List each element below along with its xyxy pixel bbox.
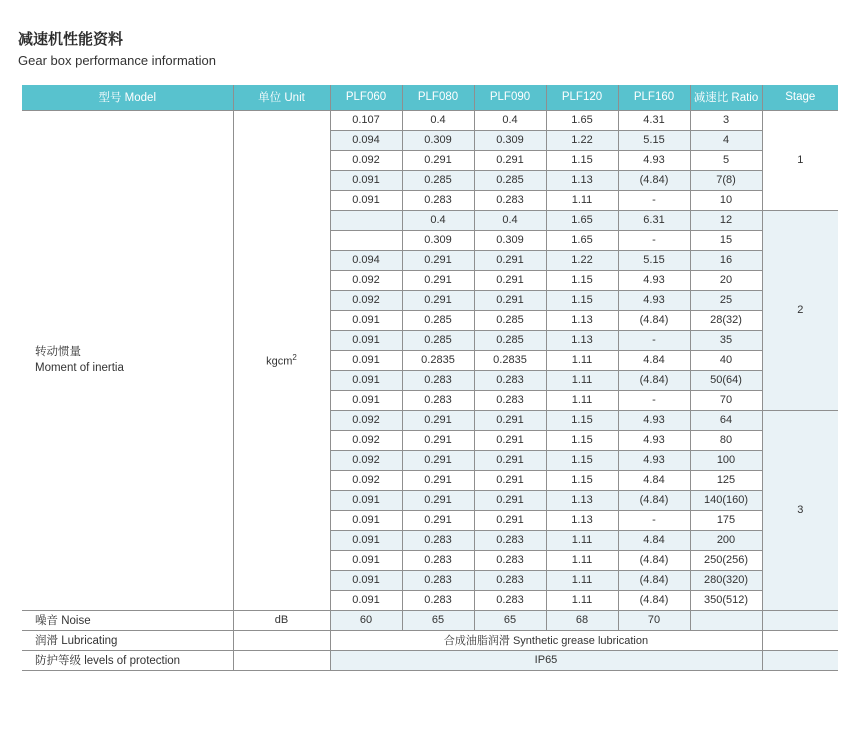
inertia-value-plf060: 0.091 <box>330 190 402 210</box>
inertia-value-plf160: 4.93 <box>618 430 690 450</box>
inertia-value-plf090: 0.291 <box>474 430 546 450</box>
inertia-value-plf120: 1.65 <box>546 110 618 130</box>
inertia-value-plf080: 0.283 <box>402 370 474 390</box>
inertia-value-plf060: 0.091 <box>330 310 402 330</box>
inertia-value-plf090: 0.309 <box>474 230 546 250</box>
noise-value-plf090: 65 <box>474 610 546 630</box>
inertia-value-plf120: 1.11 <box>546 530 618 550</box>
protection-stage-empty-cell <box>762 650 838 670</box>
inertia-value-plf060: 0.094 <box>330 130 402 150</box>
inertia-value-ratio: 3 <box>690 110 762 130</box>
lubricating-value: 合成油脂润滑 Synthetic grease lubrication <box>330 630 762 650</box>
inertia-value-plf120: 1.11 <box>546 350 618 370</box>
inertia-value-plf060: 0.092 <box>330 290 402 310</box>
inertia-value-ratio: 4 <box>690 130 762 150</box>
inertia-value-plf120: 1.13 <box>546 330 618 350</box>
inertia-value-plf160: - <box>618 330 690 350</box>
inertia-value-plf160: 4.93 <box>618 150 690 170</box>
inertia-value-plf080: 0.291 <box>402 270 474 290</box>
inertia-value-plf060: 0.094 <box>330 250 402 270</box>
inertia-value-plf090: 0.291 <box>474 250 546 270</box>
inertia-value-ratio: 15 <box>690 230 762 250</box>
protection-label: 防护等级 levels of protection <box>22 650 233 670</box>
inertia-value-plf060: 0.107 <box>330 110 402 130</box>
inertia-value-plf090: 0.4 <box>474 210 546 230</box>
inertia-value-plf080: 0.283 <box>402 390 474 410</box>
col-header-plf090: PLF090 <box>474 85 546 110</box>
inertia-value-plf080: 0.283 <box>402 190 474 210</box>
noise-value-plf080: 65 <box>402 610 474 630</box>
inertia-value-plf090: 0.283 <box>474 590 546 610</box>
inertia-value-plf090: 0.291 <box>474 450 546 470</box>
inertia-value-plf060: 0.091 <box>330 570 402 590</box>
inertia-value-plf090: 0.291 <box>474 490 546 510</box>
inertia-value-plf060: 0.091 <box>330 330 402 350</box>
inertia-value-plf160: (4.84) <box>618 370 690 390</box>
inertia-value-ratio: 175 <box>690 510 762 530</box>
inertia-value-plf080: 0.291 <box>402 250 474 270</box>
inertia-value-plf120: 1.13 <box>546 510 618 530</box>
inertia-unit-superscript: 2 <box>292 352 297 362</box>
inertia-value-ratio: 12 <box>690 210 762 230</box>
stage-cell: 2 <box>762 210 838 410</box>
inertia-value-plf160: 4.31 <box>618 110 690 130</box>
inertia-value-plf090: 0.2835 <box>474 350 546 370</box>
inertia-value-ratio: 10 <box>690 190 762 210</box>
inertia-value-plf160: (4.84) <box>618 170 690 190</box>
inertia-value-ratio: 125 <box>690 470 762 490</box>
inertia-value-plf160: 5.15 <box>618 130 690 150</box>
inertia-label-zh: 转动惯量 <box>35 346 81 358</box>
inertia-value-plf120: 1.15 <box>546 270 618 290</box>
inertia-value-plf120: 1.11 <box>546 370 618 390</box>
inertia-value-ratio: 20 <box>690 270 762 290</box>
protection-unit-empty-cell <box>233 650 330 670</box>
inertia-value-ratio: 25 <box>690 290 762 310</box>
inertia-value-ratio: 28(32) <box>690 310 762 330</box>
inertia-value-plf160: - <box>618 230 690 250</box>
inertia-value-plf080: 0.291 <box>402 430 474 450</box>
inertia-value-plf090: 0.283 <box>474 370 546 390</box>
inertia-value-plf080: 0.291 <box>402 290 474 310</box>
inertia-value-plf080: 0.291 <box>402 490 474 510</box>
col-header-plf080: PLF080 <box>402 85 474 110</box>
page-title-en: Gear box performance information <box>18 53 216 68</box>
inertia-value-plf080: 0.285 <box>402 310 474 330</box>
inertia-value-plf060: 0.091 <box>330 530 402 550</box>
inertia-value-plf160: 4.93 <box>618 290 690 310</box>
inertia-value-plf080: 0.291 <box>402 410 474 430</box>
inertia-value-plf080: 0.291 <box>402 150 474 170</box>
inertia-value-plf080: 0.309 <box>402 130 474 150</box>
inertia-value-plf090: 0.291 <box>474 470 546 490</box>
inertia-value-ratio: 70 <box>690 390 762 410</box>
stage-cell: 1 <box>762 110 838 210</box>
col-header-plf120: PLF120 <box>546 85 618 110</box>
inertia-value-plf160: 6.31 <box>618 210 690 230</box>
inertia-value-plf060 <box>330 230 402 250</box>
inertia-value-plf160: - <box>618 390 690 410</box>
inertia-value-plf080: 0.4 <box>402 210 474 230</box>
inertia-value-plf080: 0.283 <box>402 550 474 570</box>
inertia-value-plf120: 1.65 <box>546 210 618 230</box>
inertia-value-plf090: 0.285 <box>474 170 546 190</box>
inertia-value-plf160: 4.84 <box>618 530 690 550</box>
inertia-value-plf120: 1.13 <box>546 490 618 510</box>
col-header-model: 型号 Model <box>22 85 233 110</box>
inertia-value-plf060: 0.091 <box>330 550 402 570</box>
inertia-label-cell <box>22 110 233 610</box>
noise-value-plf060: 60 <box>330 610 402 630</box>
inertia-value-ratio: 280(320) <box>690 570 762 590</box>
inertia-value-plf060: 0.092 <box>330 470 402 490</box>
inertia-value-plf090: 0.309 <box>474 130 546 150</box>
inertia-value-plf160: - <box>618 190 690 210</box>
col-header-stage: Stage <box>762 85 838 110</box>
inertia-value-plf160: 5.15 <box>618 250 690 270</box>
inertia-value-plf160: 4.84 <box>618 350 690 370</box>
inertia-row <box>22 110 838 130</box>
inertia-unit-base: kgcm <box>266 355 293 368</box>
inertia-value-plf160: (4.84) <box>618 310 690 330</box>
inertia-value-plf160: 4.93 <box>618 450 690 470</box>
performance-table <box>22 85 838 671</box>
inertia-value-plf120: 1.13 <box>546 170 618 190</box>
header-row <box>22 85 838 110</box>
inertia-value-plf120: 1.11 <box>546 390 618 410</box>
inertia-value-plf080: 0.283 <box>402 570 474 590</box>
inertia-value-ratio: 16 <box>690 250 762 270</box>
lubricating-unit-empty-cell <box>233 630 330 650</box>
inertia-value-plf160: 4.84 <box>618 470 690 490</box>
inertia-value-plf090: 0.283 <box>474 390 546 410</box>
inertia-value-plf090: 0.291 <box>474 510 546 530</box>
inertia-value-plf060: 0.092 <box>330 450 402 470</box>
inertia-value-plf090: 0.285 <box>474 310 546 330</box>
lubricating-label: 润滑 Lubricating <box>22 630 233 650</box>
inertia-value-ratio: 40 <box>690 350 762 370</box>
inertia-value-ratio: 250(256) <box>690 550 762 570</box>
inertia-value-ratio: 100 <box>690 450 762 470</box>
inertia-value-ratio: 80 <box>690 430 762 450</box>
inertia-value-plf160: - <box>618 510 690 530</box>
inertia-value-plf090: 0.291 <box>474 290 546 310</box>
inertia-value-plf080: 0.291 <box>402 470 474 490</box>
noise-row <box>22 610 838 630</box>
inertia-value-plf060 <box>330 210 402 230</box>
col-header-ratio: 减速比 Ratio <box>690 85 762 110</box>
inertia-value-plf090: 0.285 <box>474 330 546 350</box>
noise-value-plf120: 68 <box>546 610 618 630</box>
inertia-value-plf120: 1.22 <box>546 250 618 270</box>
stage-cell: 3 <box>762 410 838 610</box>
inertia-value-plf120: 1.15 <box>546 290 618 310</box>
inertia-value-plf120: 1.15 <box>546 470 618 490</box>
col-header-plf060: PLF060 <box>330 85 402 110</box>
inertia-value-plf080: 0.291 <box>402 510 474 530</box>
inertia-value-plf080: 0.291 <box>402 450 474 470</box>
protection-row <box>22 650 838 670</box>
inertia-value-ratio: 140(160) <box>690 490 762 510</box>
inertia-value-plf060: 0.091 <box>330 370 402 390</box>
inertia-value-plf120: 1.11 <box>546 550 618 570</box>
col-header-unit: 单位 Unit <box>233 85 330 110</box>
inertia-unit-cell <box>233 110 330 610</box>
noise-unit: dB <box>233 610 330 630</box>
inertia-value-plf120: 1.65 <box>546 230 618 250</box>
inertia-value-plf160: (4.84) <box>618 570 690 590</box>
noise-value-plf160: 70 <box>618 610 690 630</box>
inertia-value-plf120: 1.13 <box>546 310 618 330</box>
inertia-value-plf120: 1.15 <box>546 450 618 470</box>
inertia-value-plf160: (4.84) <box>618 550 690 570</box>
inertia-value-plf120: 1.11 <box>546 590 618 610</box>
inertia-value-plf160: (4.84) <box>618 490 690 510</box>
lubricating-row <box>22 630 838 650</box>
inertia-value-plf060: 0.092 <box>330 150 402 170</box>
noise-label: 噪音 Noise <box>22 610 233 630</box>
protection-value: IP65 <box>330 650 762 670</box>
inertia-value-plf120: 1.15 <box>546 150 618 170</box>
inertia-value-plf120: 1.11 <box>546 570 618 590</box>
inertia-value-plf090: 0.283 <box>474 190 546 210</box>
inertia-value-plf160: 4.93 <box>618 410 690 430</box>
inertia-value-plf080: 0.285 <box>402 170 474 190</box>
inertia-value-plf060: 0.092 <box>330 430 402 450</box>
inertia-label-en: Moment of inertia <box>35 362 124 374</box>
inertia-value-plf060: 0.091 <box>330 350 402 370</box>
inertia-value-plf080: 0.283 <box>402 530 474 550</box>
noise-ratio-empty-cell <box>690 610 762 630</box>
inertia-value-plf060: 0.091 <box>330 590 402 610</box>
inertia-value-plf090: 0.283 <box>474 530 546 550</box>
inertia-value-plf080: 0.283 <box>402 590 474 610</box>
inertia-value-plf090: 0.283 <box>474 570 546 590</box>
inertia-value-plf080: 0.4 <box>402 110 474 130</box>
inertia-value-ratio: 350(512) <box>690 590 762 610</box>
col-header-plf160: PLF160 <box>618 85 690 110</box>
inertia-value-plf160: 4.93 <box>618 270 690 290</box>
inertia-value-plf080: 0.285 <box>402 330 474 350</box>
inertia-value-plf120: 1.22 <box>546 130 618 150</box>
inertia-value-ratio: 64 <box>690 410 762 430</box>
inertia-value-ratio: 7(8) <box>690 170 762 190</box>
inertia-value-plf060: 0.092 <box>330 270 402 290</box>
inertia-value-plf090: 0.291 <box>474 410 546 430</box>
inertia-value-plf080: 0.2835 <box>402 350 474 370</box>
inertia-value-plf090: 0.291 <box>474 270 546 290</box>
inertia-value-ratio: 35 <box>690 330 762 350</box>
page-title-zh: 减速机性能资料 <box>18 31 124 48</box>
inertia-value-plf080: 0.309 <box>402 230 474 250</box>
inertia-value-plf120: 1.11 <box>546 190 618 210</box>
lubricating-stage-empty-cell <box>762 630 838 650</box>
inertia-value-plf060: 0.091 <box>330 490 402 510</box>
inertia-value-plf060: 0.091 <box>330 510 402 530</box>
inertia-value-plf160: (4.84) <box>618 590 690 610</box>
inertia-value-plf060: 0.092 <box>330 410 402 430</box>
inertia-value-plf120: 1.15 <box>546 410 618 430</box>
inertia-value-ratio: 200 <box>690 530 762 550</box>
inertia-value-plf120: 1.15 <box>546 430 618 450</box>
inertia-value-plf090: 0.283 <box>474 550 546 570</box>
inertia-value-plf060: 0.091 <box>330 170 402 190</box>
noise-stage-empty-cell <box>762 610 838 630</box>
inertia-value-plf090: 0.4 <box>474 110 546 130</box>
inertia-value-ratio: 5 <box>690 150 762 170</box>
inertia-value-plf090: 0.291 <box>474 150 546 170</box>
inertia-value-ratio: 50(64) <box>690 370 762 390</box>
inertia-value-plf060: 0.091 <box>330 390 402 410</box>
